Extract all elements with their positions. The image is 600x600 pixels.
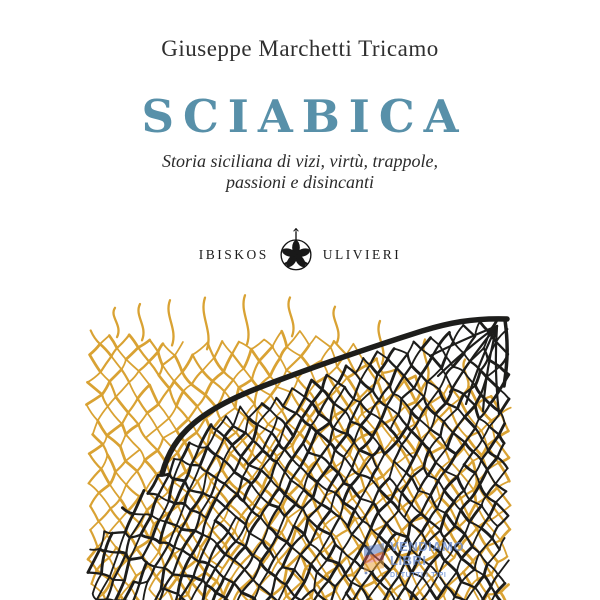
publisher-name-left: IBISKOS <box>198 246 269 262</box>
subtitle-line-1: Storia siciliana di vizi, virtù, trappole, <box>162 151 438 171</box>
bookseller-logo-icon <box>362 540 386 581</box>
watermark-text <box>390 540 464 579</box>
bookseller-watermark <box>362 540 464 581</box>
author-name: Giuseppe Marchetti Tricamo <box>161 36 439 61</box>
publisher-name-right: ULIVIERI <box>322 246 402 262</box>
watermark-line-3: DI TUTTI I TIPI <box>390 572 447 579</box>
book-title: SCIABICA <box>141 90 468 143</box>
watermark-line-1: VENDIAMO <box>390 539 465 554</box>
watermark-line-2: LIBRI <box>390 553 427 568</box>
subtitle-line-2: passioni e disincanti <box>226 172 374 192</box>
